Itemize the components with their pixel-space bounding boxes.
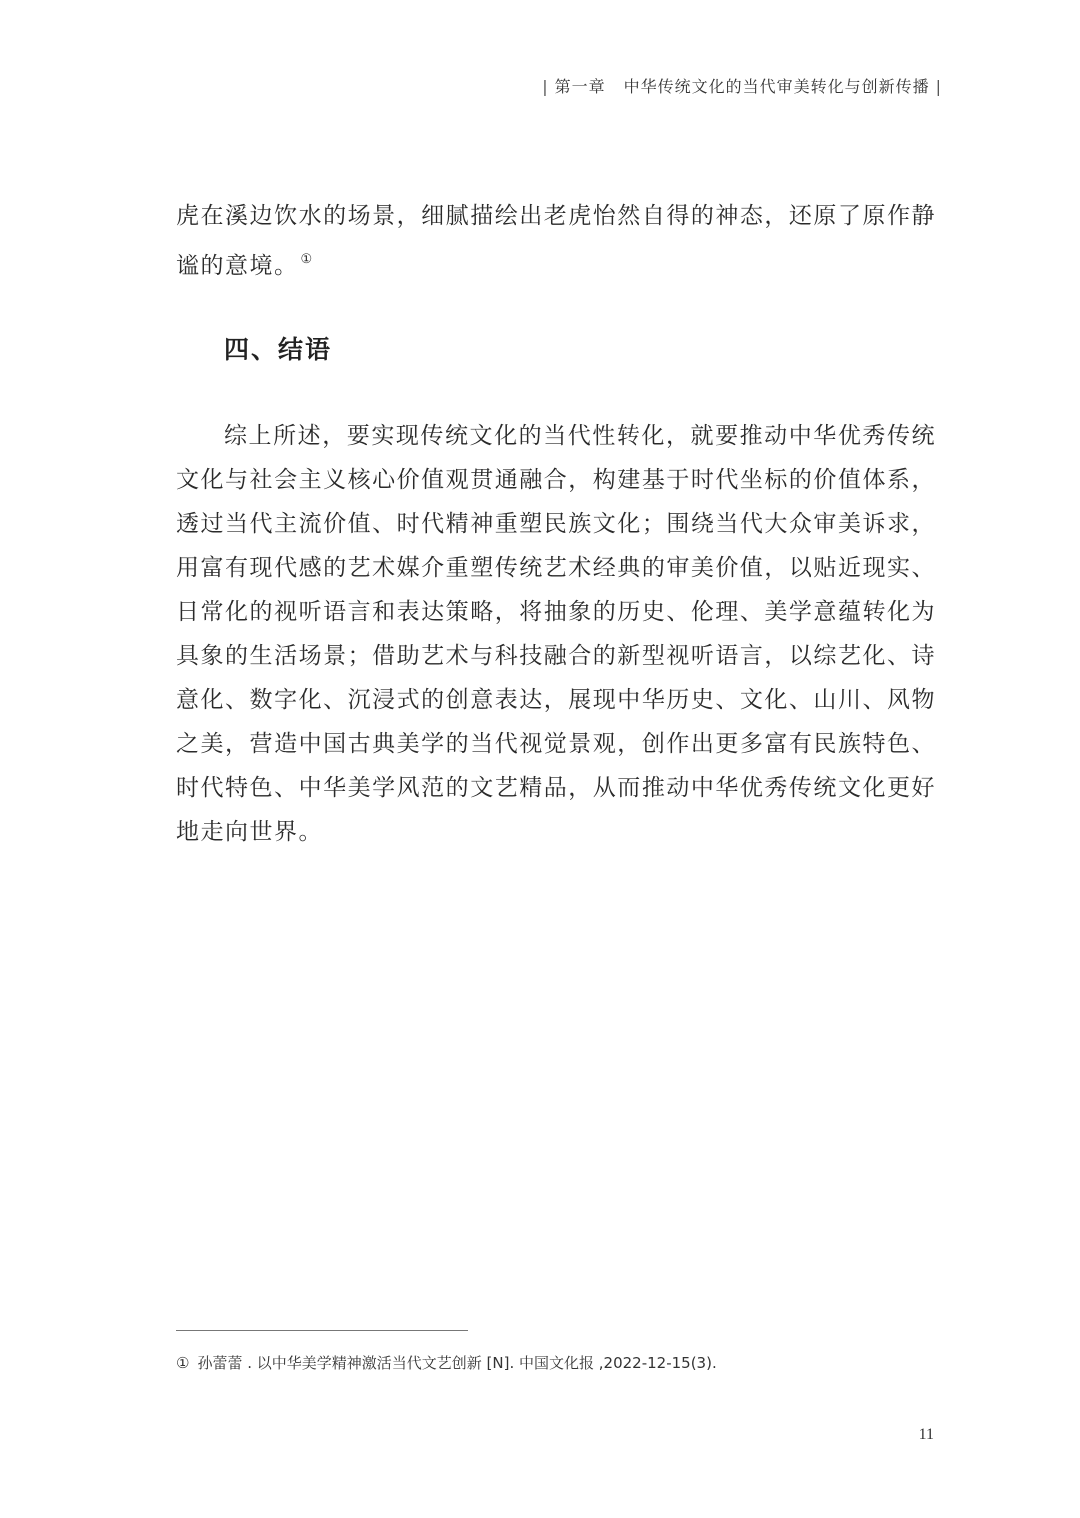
page-number: 11 [918, 1426, 934, 1443]
running-header [536, 74, 948, 97]
section-heading: 四、结语 [224, 335, 333, 364]
header-chapter: 第一章 [554, 77, 606, 96]
header-title: 中华传统文化的当代审美转化与创新传播 [623, 77, 930, 96]
paragraph-conclusion: 综上所述，要实现传统文化的当代性转化，就要推动中华优秀传统文化与社会主义核心价值观贯通融合，构建基于时代坐标的价值体系，透过当代主流价值、时代精神重塑民族文化；围绕当代大众审美诉求，用富有现代感的艺术媒介重塑传统艺术经典的审美价值，以贴近现实、日常化的视听语言和表达策略，将抽象的历史、伦理、美学意蕴转化为具象的生活场景；借助艺术与科技融合的新型视听语言，以综艺化、诗意化、数字化、沉浸式的创意表达，展现中华历史、文化、山川、风物之美，营造中国古典美学的当代视觉景观，创作出更多富有民族特色、时代特色、中华美学风范的文艺精品，从而推动中华优秀传统文化更好地走向世界。 [176, 423, 936, 845]
footnote-number: ① [176, 1354, 190, 1372]
footnote-divider [176, 1330, 468, 1331]
footnote-text: 孙蕾蕾 . 以中华美学精神激活当代文艺创新 [N]. 中国文化报 ,2022-12-15(3). [197, 1354, 717, 1372]
footnote-reference[interactable]: ① [300, 252, 314, 267]
header-left-bar: | [542, 77, 549, 96]
paragraph-continued [176, 194, 936, 288]
header-right-bar: | [935, 77, 942, 96]
footnote [176, 1352, 936, 1373]
paragraph-1-text: 虎在溪边饮水的场景，细腻描绘出老虎怡然自得的神态，还原了原作静谧的意境。 [176, 203, 936, 279]
